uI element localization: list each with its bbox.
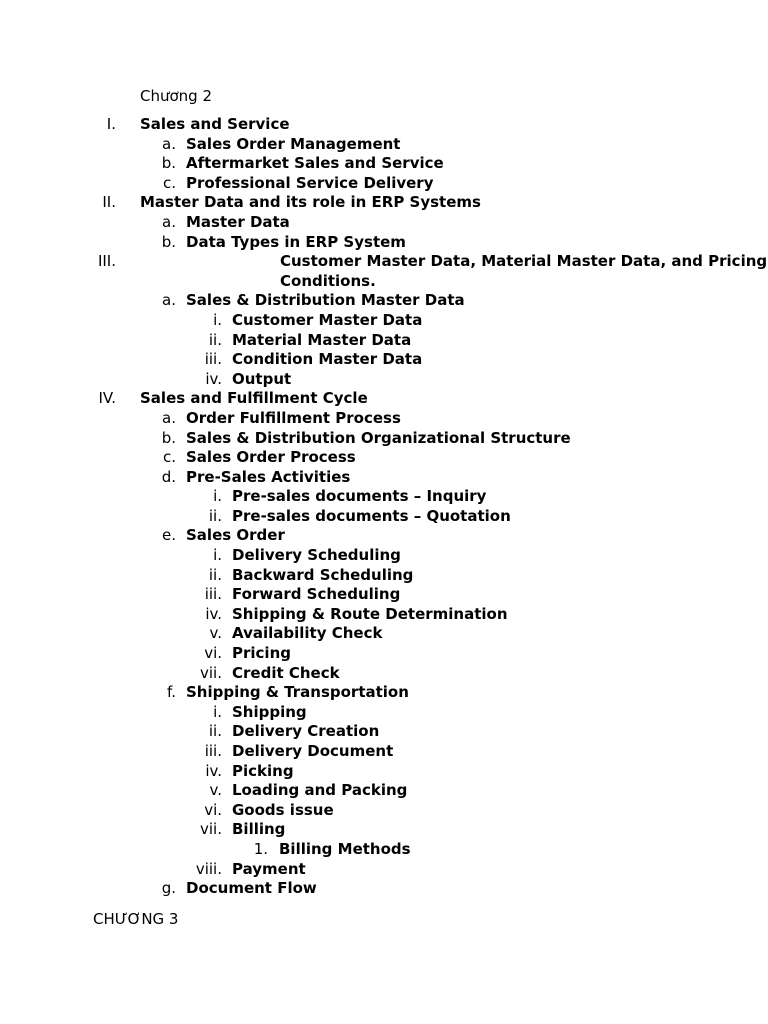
list-item-text: Picking (232, 761, 294, 780)
list-item-text: Sales & Distribution Organizational Structure (186, 428, 571, 447)
outline-item-level-3 (0, 664, 768, 684)
outline-item-level-3 (0, 860, 768, 880)
list-item-text: Sales Order Process (186, 448, 356, 467)
list-marker: ii. (208, 506, 222, 525)
outline-item-level-4 (0, 840, 768, 860)
list-marker: vi. (204, 644, 222, 663)
outline-item-level-1 (0, 252, 768, 291)
outline-item-level-2 (0, 468, 768, 488)
list-item-text: Condition Master Data (232, 350, 423, 369)
list-marker: vii. (200, 820, 222, 839)
list-item-text: Aftermarket Sales and Service (186, 154, 444, 173)
list-item-text: Data Types in ERP System (186, 232, 406, 251)
list-marker: iii. (204, 742, 222, 760)
list-marker: 1. (253, 839, 268, 858)
list-item-text: Goods issue (232, 800, 334, 819)
outline-item-level-3 (0, 801, 768, 821)
list-marker: I. (106, 115, 116, 133)
list-marker: iv. (205, 604, 222, 623)
outline-item-level-3 (0, 566, 768, 586)
list-marker: a. (162, 408, 176, 427)
list-marker: b. (161, 428, 176, 447)
list-item-text: Sales & Distribution Master Data (186, 291, 465, 310)
list-marker: ii. (208, 565, 222, 584)
chapter-heading: Chương 2 (140, 87, 213, 105)
outline-item-level-1 (0, 193, 768, 213)
list-marker: d. (161, 467, 176, 486)
outline-item-level-3 (0, 350, 768, 370)
outline-item-level-3 (0, 781, 768, 801)
list-item-text: Order Fulfillment Process (186, 408, 401, 427)
list-item-text: Loading and Packing (232, 781, 408, 800)
list-item-text: Pricing (232, 644, 291, 663)
list-marker: III. (97, 252, 116, 271)
outline-item-level-2 (0, 429, 768, 449)
list-item-text: Delivery Creation (232, 722, 380, 741)
outline-item-level-3 (0, 311, 768, 331)
list-item-text: Sales and Service (140, 115, 290, 133)
list-item-text: Billing Methods (279, 839, 411, 858)
outline-item-level-2 (0, 233, 768, 253)
list-item-text: Payment (232, 859, 306, 878)
list-item-text: Sales Order Management (186, 134, 401, 153)
list-marker: b. (161, 232, 176, 251)
outline-item-level-2 (0, 291, 768, 311)
list-marker: f. (167, 683, 176, 702)
list-marker: ii. (208, 722, 222, 741)
list-marker: iii. (204, 585, 222, 604)
list-item-text: Backward Scheduling (232, 565, 414, 584)
outline-item-level-1 (0, 115, 768, 135)
list-item-text: Material Master Data (232, 330, 412, 349)
outline-item-level-2 (0, 526, 768, 546)
list-item-text: Delivery Document (232, 742, 394, 760)
list-marker: a. (162, 291, 176, 310)
outline-item-level-3 (0, 507, 768, 527)
list-marker: v. (209, 624, 222, 643)
outline-item-level-3 (0, 370, 768, 390)
list-item-text: Master Data (186, 212, 290, 231)
list-item-text: Output (232, 369, 292, 388)
outline-item-level-1 (0, 389, 768, 409)
list-item-text: Pre-sales documents – Quotation (232, 506, 511, 525)
outline-item-level-2 (0, 174, 768, 194)
list-marker: i. (213, 310, 222, 329)
list-marker: viii. (195, 859, 222, 878)
outline-item-level-3 (0, 722, 768, 742)
outline-item-level-2 (0, 448, 768, 468)
list-marker: g. (161, 879, 176, 898)
list-item-text: Customer Master Data, Material Master Data, and Pricing Conditions. (280, 252, 768, 290)
list-item-text: Sales Order (186, 526, 285, 545)
outline-item-level-2 (0, 154, 768, 174)
list-marker: v. (209, 781, 222, 800)
outline-item-level-3 (0, 331, 768, 351)
outline-item-level-2 (0, 213, 768, 233)
list-item-text: Delivery Scheduling (232, 546, 401, 565)
outline-item-level-3 (0, 644, 768, 664)
outline-item-level-3 (0, 742, 768, 762)
list-marker: i. (213, 546, 222, 565)
list-marker: i. (213, 702, 222, 721)
list-marker: II. (102, 193, 116, 212)
list-item-text: Professional Service Delivery (186, 173, 434, 192)
list-item-text: Customer Master Data (232, 310, 423, 329)
list-marker: iv. (205, 369, 222, 388)
list-item-text: Pre-Sales Activities (186, 467, 351, 486)
list-item-text: Document Flow (186, 879, 317, 898)
outline-item-level-2 (0, 879, 768, 899)
list-marker: ii. (208, 330, 222, 349)
list-item-text: Master Data and its role in ERP Systems (140, 193, 481, 212)
outline-item-level-2 (0, 135, 768, 155)
outline-item-level-3 (0, 820, 768, 840)
list-marker: b. (161, 154, 176, 173)
list-marker: a. (162, 212, 176, 231)
list-marker: vi. (204, 800, 222, 819)
list-marker: IV. (98, 389, 116, 408)
list-marker: iv. (205, 761, 222, 780)
list-marker: i. (213, 487, 222, 506)
outline-item-level-2 (0, 683, 768, 703)
next-chapter-heading: CHƯƠNG 3 (93, 910, 179, 928)
list-item-text: Shipping & Route Determination (232, 604, 508, 623)
list-item-text: Shipping (232, 702, 307, 721)
list-item-text: Billing (232, 820, 286, 839)
list-marker: vii. (200, 663, 222, 682)
outline-item-level-2 (0, 409, 768, 429)
outline-item-level-3 (0, 605, 768, 625)
list-item-text: Pre-sales documents – Inquiry (232, 487, 487, 506)
list-item-text: Availability Check (232, 624, 383, 643)
outline-item-level-3 (0, 762, 768, 782)
list-marker: c. (162, 173, 176, 192)
list-marker: a. (162, 134, 176, 153)
outline-item-level-3 (0, 703, 768, 723)
outline-list (0, 115, 768, 899)
outline-item-level-3 (0, 585, 768, 605)
outline-item-level-3 (0, 624, 768, 644)
list-item-text: Shipping & Transportation (186, 683, 409, 702)
list-marker: iii. (204, 350, 222, 369)
list-item-text: Credit Check (232, 663, 340, 682)
list-marker: c. (162, 448, 176, 467)
outline-item-level-3 (0, 546, 768, 566)
list-item-text: Sales and Fulfillment Cycle (140, 389, 368, 408)
list-marker: e. (162, 526, 176, 545)
list-item-text: Forward Scheduling (232, 585, 401, 604)
outline-item-level-3 (0, 487, 768, 507)
